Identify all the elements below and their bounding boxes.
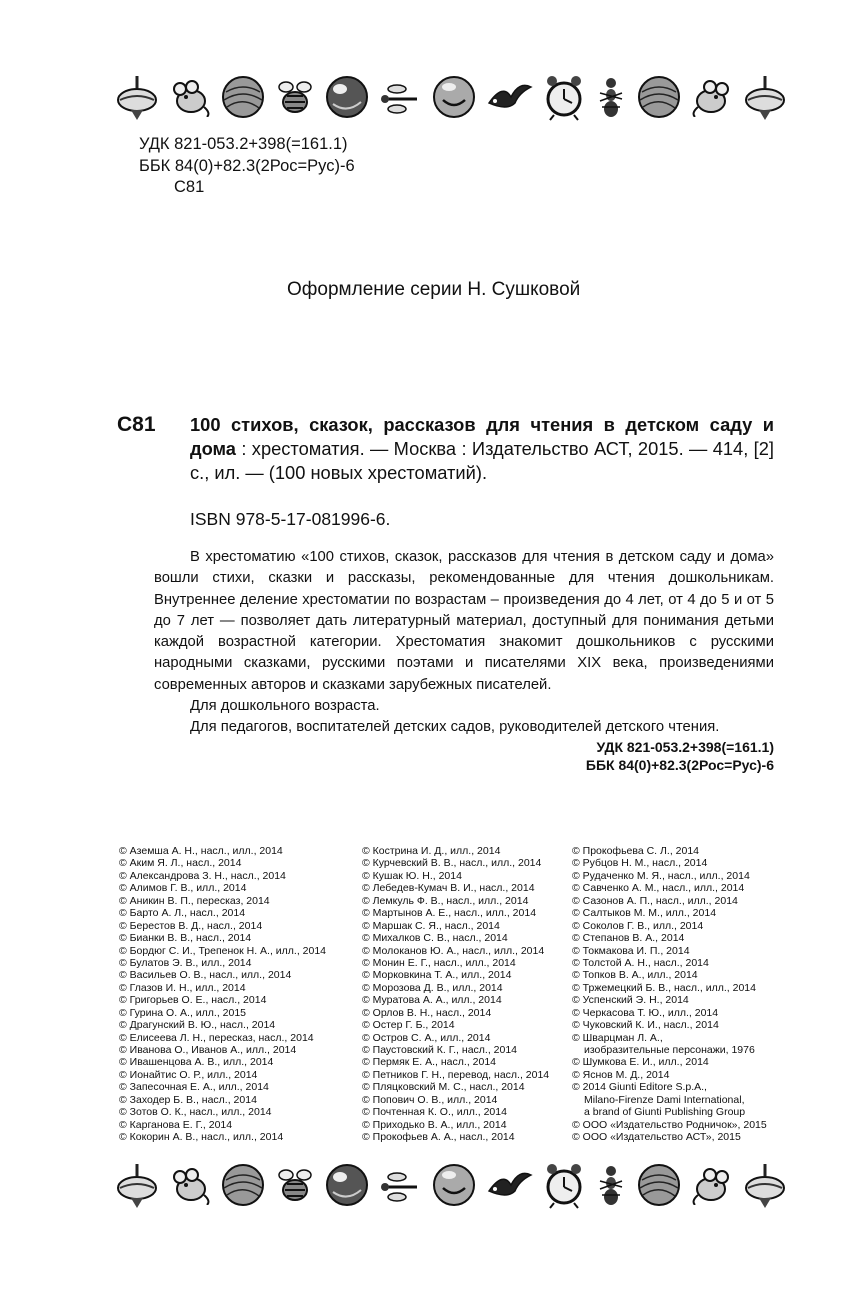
- bbk-code-bottom: ББК 84(0)+82.3(2Рос=Рус)-6: [585, 757, 774, 773]
- smiley-ball-icon: [431, 74, 477, 120]
- ball-of-yarn-icon: [636, 1162, 682, 1208]
- spinning-top-icon: [115, 1160, 159, 1210]
- copyright-line: изобразительные персонажи, 1976: [584, 1044, 755, 1056]
- copyright-line: © Бианки В. В., насл., 2014: [119, 932, 252, 945]
- copyright-line: © Муратова А. А., илл., 2014: [362, 994, 502, 1007]
- copyright-line: © Шварцман Л. А.,: [572, 1031, 663, 1044]
- copyright-line: © Глазов И. Н., илл., 2014: [119, 981, 246, 994]
- copyright-line: © Мартынов А. Е., насл., илл., 2014: [362, 907, 537, 920]
- entry-author-mark: С81: [117, 413, 156, 436]
- copyright-line: © Топков В. А., илл., 2014: [572, 969, 698, 982]
- copyright-line: © Григорьев О. Е., насл., 2014: [119, 994, 267, 1007]
- copyright-line: © Токмакова И. П., 2014: [572, 944, 690, 957]
- design-credit: Оформление серии Н. Сушковой: [287, 279, 581, 300]
- copyright-line: © Морозова Д. В., илл., 2014: [362, 981, 503, 994]
- copyright-line: a brand of Giunti Publishing Group: [584, 1106, 746, 1119]
- copyright-line: © Алимов Г. В., илл., 2014: [119, 882, 247, 895]
- copyright-line: © ООО «Издательство Родничок», 2015: [572, 1118, 767, 1131]
- copyright-line: © Иванова О., Иванов А., илл., 2014: [119, 1044, 297, 1056]
- copyright-line: © Барто А. Л., насл., 2014: [119, 907, 246, 920]
- ornament-border-bottom: [115, 1150, 787, 1220]
- copyright-line: © Заходер Б. В., насл., 2014: [119, 1093, 257, 1106]
- copyright-line: © Орлов В. Н., насл., 2014: [362, 1006, 492, 1019]
- copyright-line: © 2014 Giunti Editore S.p.A.,: [572, 1081, 707, 1094]
- ball-of-yarn-icon: [220, 74, 266, 120]
- copyright-line: © Кушак Ю. Н., 2014: [362, 869, 462, 882]
- copyright-line: © Васильев О. В., насл., илл., 2014: [119, 969, 292, 982]
- annotation-text: В хрестоматию «100 стихов, сказок, рассказов для чтения в детском саду и дома» вошли стихи, сказки и рассказы, рекомендованные для чтения дошкольникам. Внутреннее деление хрестоматии по возрастам – произведения до 4 лет, от 4 до 5 и от 5 до 7 лет — позволяет дать литературный материал, доступный для понимания детьми каждой возрастной категории. Хрестоматия знакомит дошкольников с русскими народными сказками, русскими поэтами и писателями XIX века, произведениями современных авторов и сказками зарубежных писателей.: [154, 549, 774, 693]
- copyright-line: © Лебедев-Кумач В. И., насл., 2014: [362, 882, 535, 895]
- copyright-line: © Молоканов Ю. А., насл., илл., 2014: [362, 944, 545, 957]
- copyright-line: © Драгунский В. Ю., насл., 2014: [119, 1019, 276, 1032]
- copyright-line: © Аникин В. П., пересказ, 2014: [119, 894, 270, 907]
- copyright-column-2: [362, 845, 549, 1144]
- bibliographic-entry: [190, 413, 774, 485]
- copyright-line: © Степанов В. А., 2014: [572, 932, 685, 945]
- copyright-line: © Кокорин А. В., насл., илл., 2014: [119, 1131, 284, 1144]
- audience-readers: Для педагогов, воспитателей детских садов, руководителей детского чтения.: [190, 719, 720, 736]
- mouse-icon: [691, 77, 735, 117]
- copyright-line: © ООО «Издательство АСТ», 2015: [572, 1131, 741, 1144]
- udk-top-block: [139, 134, 355, 199]
- udk-code: УДК 821-053.2+398(=161.1): [139, 135, 348, 153]
- copyright-line: © Соколов Г. В., илл., 2014: [572, 919, 704, 932]
- spinning-top-icon: [743, 1160, 787, 1210]
- spinning-top-icon: [743, 72, 787, 122]
- dragonfly-icon: [379, 1165, 423, 1205]
- dragonfly-icon: [379, 77, 423, 117]
- glass-ball-icon: [324, 74, 370, 120]
- copyright-column-3: [572, 845, 767, 1144]
- copyright-line: © Берестов В. Д., насл., 2014: [119, 919, 263, 932]
- copyright-line: © Булатов Э. В., илл., 2014: [119, 956, 252, 969]
- ant-icon: [594, 1163, 628, 1207]
- copyright-line: © Карганова Е. Г., 2014: [119, 1118, 233, 1131]
- spinning-top-icon: [115, 72, 159, 122]
- udk-code-bottom: УДК 821-053.2+398(=161.1): [596, 739, 774, 755]
- copyright-line: © Елисеева Л. Н., пересказ, насл., 2014: [119, 1031, 314, 1044]
- copyright-line: © Салтыков М. М., илл., 2014: [572, 907, 717, 920]
- book-title: 100 стихов, сказок, рассказов для чтения в детском саду и дома: [190, 414, 774, 459]
- bee-icon: [274, 1164, 316, 1206]
- copyright-line: © Лемкуль Ф. В., насл., илл., 2014: [362, 894, 529, 907]
- bbk-code: ББК 84(0)+82.3(2Рос=Рус)-6: [139, 156, 355, 175]
- copyright-line: © Маршак С. Я., насл., 2014: [362, 919, 500, 932]
- copyright-line: © Успенский Э. Н., 2014: [572, 994, 689, 1007]
- copyright-line: © Пляцковский М. С., насл., 2014: [362, 1081, 525, 1094]
- swallow-icon: [485, 1165, 533, 1205]
- copyright-line: © Сазонов А. П., насл., илл., 2014: [572, 894, 738, 907]
- copyright-line: © Шумкова Е. И., илл., 2014: [572, 1056, 709, 1069]
- copyright-line: © Александрова З. Н., насл., 2014: [119, 869, 286, 882]
- copyright-line: © Бордюг С. И., Трепенок Н. А., илл., 2014: [119, 944, 327, 957]
- copyright-line: © Почтенная К. О., илл., 2014: [362, 1106, 507, 1119]
- copyright-line: © Прокофьев А. А., насл., 2014: [362, 1131, 515, 1144]
- copyright-line: © Рудаченко М. Я., насл., илл., 2014: [572, 869, 750, 882]
- ornament-border-top: [115, 62, 787, 132]
- copyright-line: © Морковкина Т. А., илл., 2014: [362, 969, 512, 982]
- glass-ball-icon: [324, 1162, 370, 1208]
- annotation: [154, 547, 774, 739]
- copyright-line: © Курчевский В. В., насл., илл., 2014: [362, 857, 542, 870]
- copyright-line: © Ивашенцова А. В., илл., 2014: [119, 1056, 274, 1069]
- copyright-line: © Кострина И. Д., илл., 2014: [362, 845, 501, 857]
- copyright-line: © Прокофьева С. Л., 2014: [572, 845, 700, 857]
- copyright-line: © Остров С. А., илл., 2014: [362, 1031, 491, 1044]
- swallow-icon: [485, 77, 533, 117]
- copyright-line: © Остер Г. Б., 2014: [362, 1019, 455, 1032]
- mouse-icon: [167, 1165, 211, 1205]
- copyright-line: © Ионайтис О. Р., илл., 2014: [119, 1068, 258, 1081]
- copyright-line: © Аземша А. Н., насл., илл., 2014: [119, 845, 283, 857]
- copyright-line: © Рубцов Н. М., насл., 2014: [572, 857, 708, 870]
- alarm-clock-icon: [542, 73, 586, 121]
- copyright-line: © Гурина О. А., илл., 2015: [119, 1006, 247, 1019]
- alarm-clock-icon: [542, 1161, 586, 1209]
- isbn: ISBN 978-5-17-081996-6.: [190, 509, 391, 529]
- smiley-ball-icon: [431, 1162, 477, 1208]
- copyright-line: © Петников Г. Н., перевод, насл., 2014: [362, 1068, 550, 1081]
- audience-age: Для дошкольного возраста.: [190, 698, 380, 715]
- bee-icon: [274, 76, 316, 118]
- copyright-line: © Зотов О. К., насл., илл., 2014: [119, 1106, 272, 1119]
- mouse-icon: [691, 1165, 735, 1205]
- copyright-line: © Толстой А. Н., насл., 2014: [572, 956, 709, 969]
- copyright-line: Milano-Firenze Dami International,: [584, 1093, 745, 1106]
- copyright-line: © Чуковский К. И., насл., 2014: [572, 1019, 719, 1032]
- ball-of-yarn-icon: [220, 1162, 266, 1208]
- copyright-line: © Яснов М. Д., 2014: [572, 1068, 670, 1081]
- copyright-line: © Савченко А. М., насл., илл., 2014: [572, 882, 745, 895]
- mouse-icon: [167, 77, 211, 117]
- copyright-line: © Монин Е. Г., насл., илл., 2014: [362, 956, 516, 969]
- copyright-column-1: [119, 845, 326, 1144]
- copyright-line: © Пермяк Е. А., насл., 2014: [362, 1056, 497, 1069]
- publication-details: : хрестоматия. — Москва : Издательство АСТ, 2015. — 414, [2] с., ил. — (100 новых хрестоматий).: [190, 438, 774, 483]
- udk-bottom-block: [586, 738, 774, 774]
- ant-icon: [594, 75, 628, 119]
- copyright-line: © Паустовский К. Г., насл., 2014: [362, 1044, 518, 1056]
- copyright-line: © Запесочная Е. А., илл., 2014: [119, 1081, 269, 1094]
- ball-of-yarn-icon: [636, 74, 682, 120]
- copyright-line: © Приходько В. А., илл., 2014: [362, 1118, 507, 1131]
- copyright-line: © Аким Я. Л., насл., 2014: [119, 857, 242, 870]
- copyright-line: © Тржемецкий Б. В., насл., илл., 2014: [572, 981, 756, 994]
- copyright-line: © Михалков С. В., насл., 2014: [362, 932, 508, 945]
- copyright-line: © Попович О. В., илл., 2014: [362, 1093, 498, 1106]
- author-mark: С81: [174, 178, 205, 196]
- copyright-line: © Черкасова Т. Ю., илл., 2014: [572, 1006, 719, 1019]
